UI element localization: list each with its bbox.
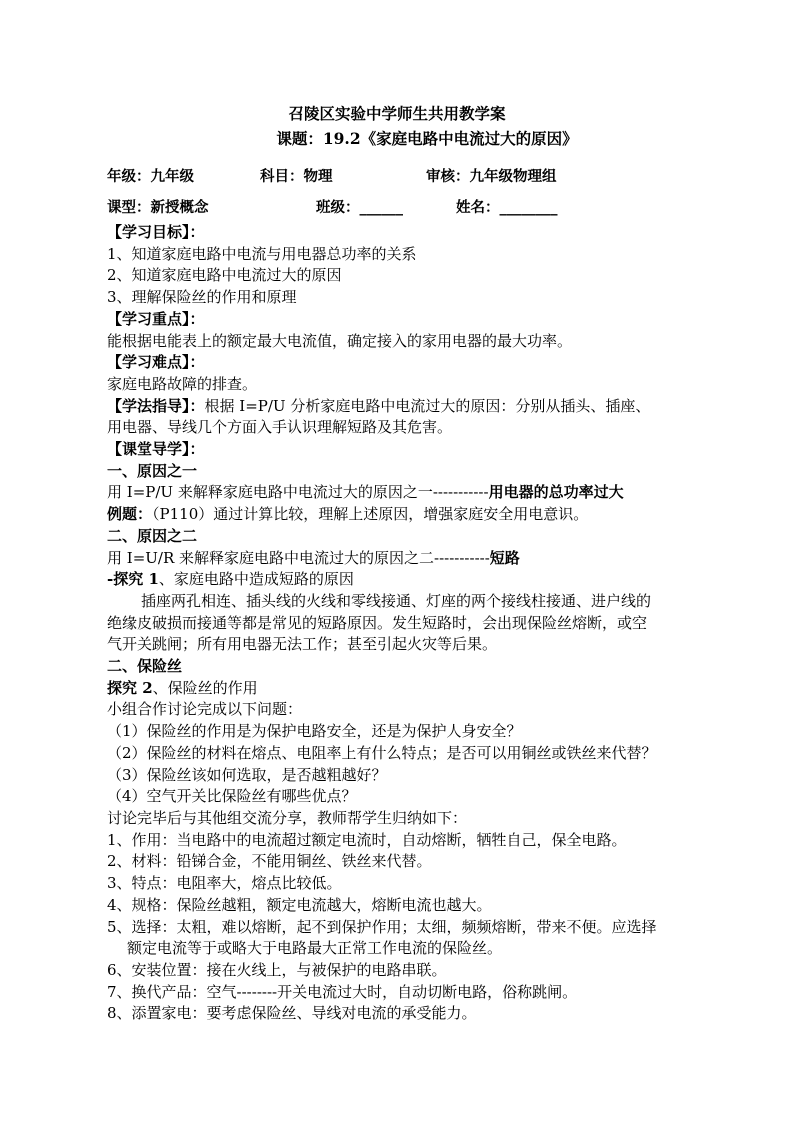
- explore-one-text: 、家庭电路中造成短路的原因: [158, 570, 354, 589]
- lesson-type-label: 课型：新授概念: [107, 199, 209, 216]
- section-fuse: 二、保险丝: [107, 657, 183, 676]
- explore-two-text: 、保险丝的作用: [152, 678, 258, 697]
- summary-item: 8、添置家电：要考虑保险丝、导线对电流的承受能力。: [107, 1004, 477, 1023]
- difficulty-heading: 【学习难点】：: [107, 353, 205, 372]
- section-cause-two: 二、原因之二: [107, 526, 198, 545]
- guide-heading: 【学法指导】：: [107, 396, 205, 415]
- document-body: [107, 222, 697, 1025]
- subject-label: 科目：物理: [260, 168, 333, 185]
- cause-one-answer: 用电器的总功率过大: [488, 483, 624, 502]
- goal-item: 3、理解保险丝的作用和原理: [107, 288, 297, 307]
- cause-one-text: 用 I=P/U 来解释家庭电路中电流过大的原因之一-----------: [107, 483, 489, 502]
- short-circuit-paragraph: 插座两孔相连、插头线的火线和零线接通、灯座的两个接线柱接通、进户线的: [141, 591, 652, 610]
- example-label: 例题：: [107, 505, 153, 524]
- guide-line: [107, 396, 697, 418]
- question-item: （2）保险丝的材料在熔点、电阻率上有什么特点；是否可以用铜丝或铁丝来代替？: [107, 743, 657, 762]
- summary-item: 6、安装位置：接在火线上，与被保护的电路串联。: [107, 960, 447, 979]
- summary-item: 1、作用：当电路中的电流超过额定电流时，自动熔断，牺牲自己，保全电路。: [107, 830, 627, 849]
- guide-text-continued: 用电器、导线几个方面入手认识理解短路及其危害。: [107, 418, 453, 437]
- question-item: （3）保险丝该如何选取，是否越粗越好？: [107, 765, 387, 784]
- class-field: 班级：______: [316, 199, 403, 216]
- difficulty-text: 家庭电路故障的排查。: [107, 374, 258, 393]
- explore-two-line: [107, 678, 697, 700]
- group-task: 小组合作讨论完成以下问题：: [107, 700, 303, 719]
- goals-heading: 【学习目标】：: [107, 223, 205, 241]
- summary-item: 4、规格：保险丝越粗，额定电流越大，熔断电流也越大。: [107, 895, 492, 914]
- cause-one-line: [107, 482, 697, 504]
- question-item: （1）保险丝的作用是为保护电路安全，还是为保护人身安全？: [107, 722, 522, 741]
- key-text: 能根据电能表上的额定最大电流值，确定接入的家用电器的最大功率。: [107, 331, 573, 350]
- cause-two-answer: 短路: [489, 548, 520, 567]
- goal-item: 1、知道家庭电路中电流与用电器总功率的关系: [107, 244, 417, 263]
- summary-item: 2、材料：铅锑合金，不能用铜丝、铁丝来代替。: [107, 852, 432, 871]
- review-label: 审核：九年级物理组: [426, 168, 557, 185]
- grade-label: 年级：九年级: [107, 168, 194, 185]
- class-guide-heading: 【课堂导学】：: [107, 440, 205, 459]
- name-field: 姓名：________: [456, 199, 558, 216]
- key-heading: 【学习重点】：: [107, 309, 205, 328]
- example-line: [107, 504, 697, 526]
- question-item: （4）空气开关比保险丝有哪些优点？: [107, 787, 357, 806]
- lesson-topic: 课题：19.2《家庭电路中电流过大的原因》: [276, 129, 578, 148]
- summary-item: 5、选择：太粗，难以熔断，起不到保护作用；太细，频频熔断，带来不便。应选择: [107, 917, 657, 936]
- summary-item: 3、特点：电阻率大，熔点比较低。: [107, 874, 342, 893]
- explore-two-label: 探究 2: [107, 678, 153, 697]
- section-cause-one: 一、原因之一: [107, 461, 198, 480]
- school-title: 召陵区实验中学师生共用教学案: [288, 104, 506, 123]
- summary-intro: 讨论完毕后与其他组交流分享，教师帮学生归纳如下：: [107, 808, 468, 827]
- cause-two-text: 用 I=U/R 来解释家庭电路中电流过大的原因之二-----------: [107, 548, 490, 567]
- short-circuit-paragraph-3: 气开关跳闸；所有用电器无法工作；甚至引起火灾等后果。: [107, 635, 498, 654]
- explore-one-line: [107, 569, 697, 591]
- summary-item-continued: 额定电流等于或略大于电路最大正常工作电流的保险丝。: [127, 939, 503, 958]
- summary-item: 7、换代产品：空气--------开关电流过大时，自动切断电路，俗称跳闸。: [107, 982, 578, 1001]
- guide-text: 根据 I=P/U 分析家庭电路中电流过大的原因：分别从插头、插座、: [204, 396, 651, 415]
- goal-item: 2、知道家庭电路中电流过大的原因: [107, 266, 342, 285]
- cause-two-line: [107, 548, 697, 570]
- short-circuit-paragraph-2: 绝缘皮破损而接通等都是常见的短路原因。发生短路时，会出现保险丝熔断，或空: [107, 613, 648, 632]
- explore-one-label: -探究 1: [107, 570, 159, 589]
- example-text: （P110）通过计算比较，理解上述原因，增强家庭安全用电意识。: [152, 505, 589, 524]
